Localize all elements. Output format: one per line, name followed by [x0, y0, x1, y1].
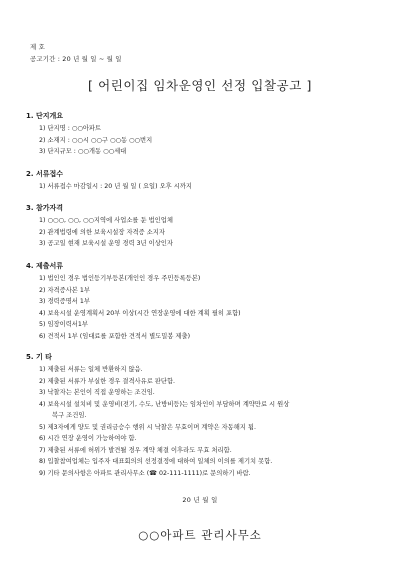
document-number: 제 호 — [30, 43, 45, 51]
section-other — [26, 351, 386, 479]
list-item: 3) 경력증명서 1부 — [39, 298, 90, 305]
list-item: 5) 임장이력서1부 — [39, 321, 88, 328]
list-item: 6) 견적서 1부 (임대료를 포함한 견적서 별도밀봉 제출) — [39, 332, 191, 340]
list-item: 2) 자격증사본 1부 — [39, 286, 90, 294]
list-item: 1) 제출된 서류는 일체 반환하지 않음. — [39, 366, 143, 373]
list-item: 3) 공고일 현재 보육시설 운영 경력 3년 이상인자 — [39, 240, 173, 247]
section-heading: 4. 제출서류 — [26, 262, 64, 270]
section-heading: 3. 참가자격 — [26, 204, 64, 212]
list-item: 2) 소재지 : ○○시 ○○구 ○○동 ○○번지 — [39, 136, 153, 144]
section-heading: 5. 기 타 — [26, 353, 52, 361]
list-item: 7) 제출된 서류에 허위가 발견될 경우 계약 체결 이후라도 무효 처리함. — [39, 446, 232, 454]
section-document-submission — [26, 168, 386, 193]
section-heading: 2. 서류접수 — [26, 170, 64, 178]
section-required-documents — [26, 260, 386, 342]
list-item: 3) 단지규모 : ○○개동 ○○세대 — [39, 148, 127, 155]
notice-period: 공고기간 : 20 년 월 일 ~ 월 일 — [30, 55, 122, 63]
list-item: 2) 관계법령에 의한 보육시설장 자격증 소지자 — [39, 228, 165, 236]
list-item: 4) 보육시설 운영계획서 20부 이상(시간 연장운영에 대한 계획 필히 포함) — [39, 309, 241, 317]
list-item: 1) 법인인 경우 법인등기부등본(개인인 경우 주민등록등본) — [39, 275, 201, 282]
list-item: 1) 서류접수 마감일시 : 20 년 월 일 ( 요일) 오후 시까지 — [39, 183, 193, 190]
list-item: 4) 보육시설 설치비 및 운영비(전기, 수도, 난방비등)는 임차인이 부담하며 계약만료 시 원상 — [39, 400, 290, 408]
section-complex-overview — [26, 110, 386, 158]
list-item: 3) 낙찰자는 본인이 직접 운영하는 조건임. — [39, 389, 155, 396]
list-item-continuation: 복구 조건임. — [52, 412, 87, 419]
issuer-signature: ○○아파트 관리사무소 — [138, 528, 262, 542]
section-heading: 1. 단지개요 — [26, 112, 64, 120]
section-eligibility — [26, 202, 386, 250]
list-item: 5) 제3자에게 양도 및 권리금승수 행위 시 낙찰은 무효이며 계약은 자동해지 됨. — [39, 423, 256, 431]
list-item: 8) 입찰참여업체는 입주자 대표회의의 선정결정에 대하여 일체의 이의를 제기치 못함. — [39, 458, 273, 465]
list-item: 9) 기타 문의사항은 아파트 관리사무소 (☎ 02-111-1111)로 문의하기 바람. — [39, 469, 251, 477]
notice-date: 20 년 월 일 — [182, 496, 218, 504]
list-item: 1) ○○○, ○○, ○○지역에 사업소를 둔 법인업체 — [39, 217, 173, 224]
list-item: 1) 단지명 : ○○아파트 — [39, 125, 102, 132]
list-item: 2) 제출된 서류가 부실한 경우 결격사유로 판단함. — [39, 377, 176, 385]
notice-title: [ 어린이집 임차운영인 선정 입찰공고 ] — [88, 78, 312, 93]
list-item: 6) 시간 연장 운영이 가능하여야 함. — [39, 435, 137, 442]
